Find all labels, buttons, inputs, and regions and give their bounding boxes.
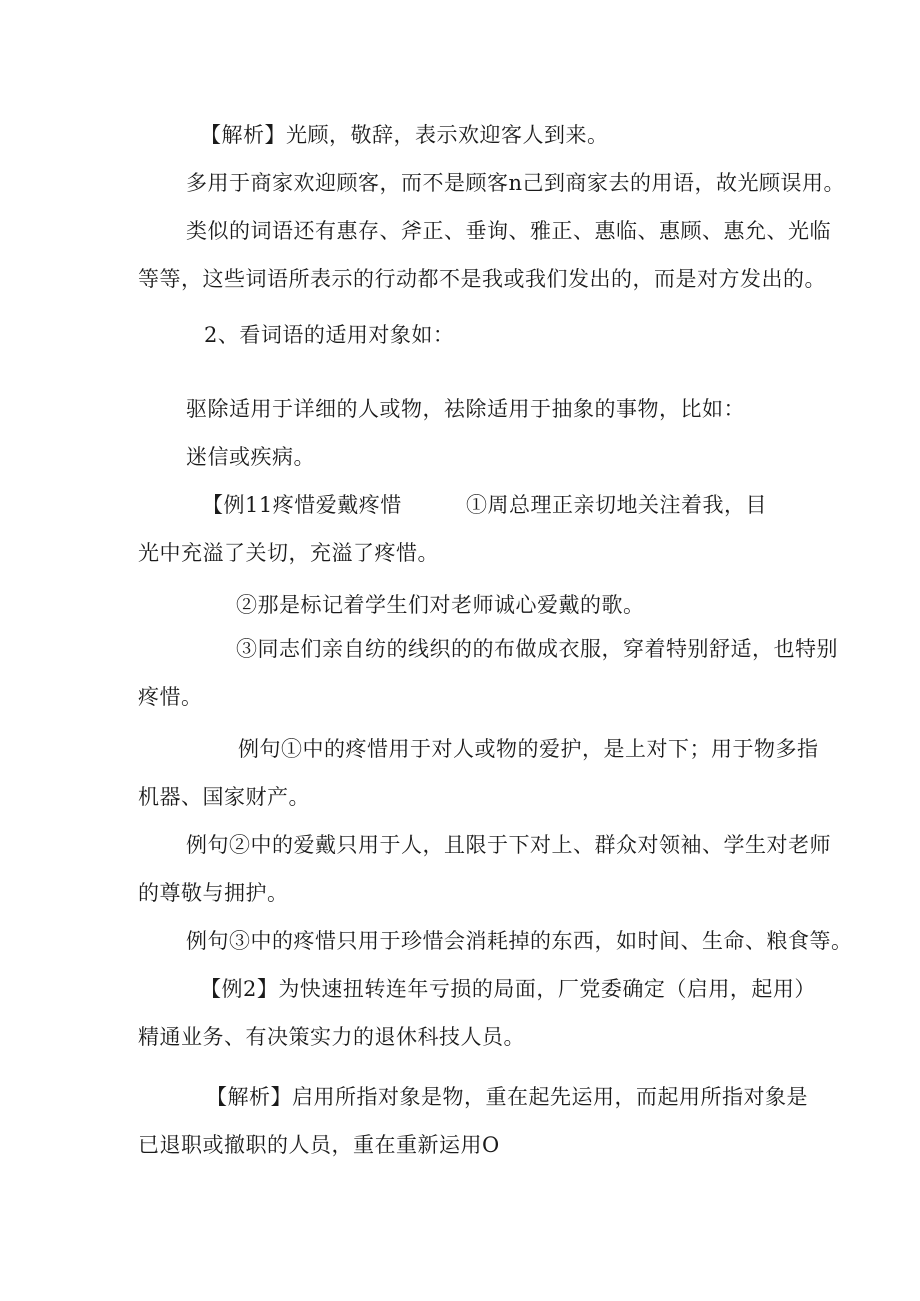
text-line: 迷信或疾病。 xyxy=(186,445,315,469)
text-line: 例句②中的爱戴只用于人，且限于下对上、群众对领袖、学生对老师 xyxy=(186,833,831,857)
text-line: 光中充溢了关切，充溢了疼惜。 xyxy=(138,541,439,565)
analysis-line-2: 【解析】启用所指对象是物，重在起先运用，而起用所指对象是 xyxy=(206,1085,808,1109)
text-line: 例句①中的疼惜用于对人或物的爱护，是上对下；用于物多指 xyxy=(238,737,819,761)
example-sentence-3: ③同志们亲自纺的线织的的布做成衣服，穿着特别舒适，也特别 xyxy=(236,637,838,661)
text-line: 类似的词语还有惠存、斧正、垂询、雅正、惠临、惠顾、惠允、光临 xyxy=(186,219,831,243)
text-line: 驱除适用于详细的人或物，祛除适用于抽象的事物，比如： xyxy=(186,397,745,421)
example-sentence-2: ②那是标记着学生们对老师诚心爱戴的歌。 xyxy=(236,593,645,617)
text-line: 精通业务、有决策实力的退休科技人员。 xyxy=(138,1025,525,1049)
text-line: 疼惜。 xyxy=(138,685,203,709)
text-line: 机器、国家财产。 xyxy=(138,785,310,809)
example-sentence-1: ①周总理正亲切地关注着我，目 xyxy=(466,493,767,517)
text-line: 多用于商家欢迎顾客，而不是顾客n己到商家去的用语，故光顾误用。 xyxy=(186,171,846,195)
text-line: 已退职或撤职的人员，重在重新运用O xyxy=(138,1133,500,1157)
analysis-line-1: 【解析】光顾，敬辞，表示欢迎客人到来。 xyxy=(200,123,609,147)
section-heading: 2、看词语的适用对象如： xyxy=(204,323,455,347)
example-1-heading: 【例11疼惜爱戴疼惜 xyxy=(202,493,402,517)
example-2-heading: 【例2】为快速扭转连年亏损的局面，厂党委确定（启用，起用） xyxy=(200,977,816,1001)
text-line: 的尊敬与拥护。 xyxy=(138,881,289,905)
text-line: 等等，这些词语所表示的行动都不是我或我们发出的，而是对方发出的。 xyxy=(138,267,826,291)
text-line: 例句③中的疼惜只用于珍惜会消耗掉的东西，如时间、生命、粮食等。 xyxy=(186,929,853,953)
